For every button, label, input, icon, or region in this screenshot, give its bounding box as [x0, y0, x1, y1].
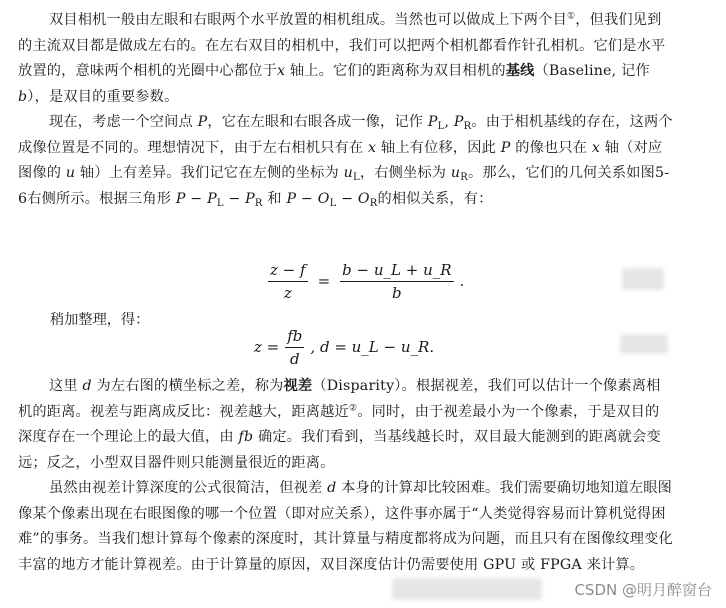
keyword-baseline: 基线: [505, 63, 535, 80]
paragraph-2: 现在，考虑一个空间点 P，它在左眼和右眼各成一像，记作 $P_L$, $P_R$。由于相机基线的存在，这两个成像位置是不同的。理想情况下，由于左右相机只有在 x 轴上有位移，因此 P 的像也只在 x 轴（对应图像的 u 轴）上有差异。我们记它在左侧的坐标为 $u_L$，右侧坐标为 $u_R$。那么，它们的几何关系如图5-6右侧所示。根据三角形 $P - P_L - P_R$ 和 $P - O_L - O_R$的相似关系，有：: [18, 114, 673, 209]
equation-similar-triangles: $\frac{z - f}{z}$ = $\frac{b - u\_L + u\_R}{b}$ .: [270, 260, 465, 302]
fraction-left: $\frac{z - f}{z}$: [270, 260, 306, 302]
paragraph-1: 双目相机一般由左眼和右眼两个水平放置的相机组成。当然也可以做成上下两个目①，但我们见到的主流双目都是做成左右的。在左右双目的相机中，我们可以把两个相机都看作针孔相机。它们是水平放置的，意味两个相机的光圈中心都位于x 轴上。它们的距离称为双目相机的基线（Baseline, 记作 b），是双目的重要参数。: [18, 11, 666, 105]
paragraph-4: 虽然由视差计算深度的公式很简洁，但视差 d 本身的计算却比较困难。我们需要确切地知道左眼图像某个像素出现在右眼图像的哪一个位置（即对应关系），这件事亦属于“人类觉得容易而计算机觉得困难”的事务。当我们想计算每个像素的深度时，其计算量与精度都将成为问题，而且只有在图像纹理变化丰富的地方才能计算视差。由于计算量的原因，双目深度估计仍需要使用 GPU 或 FPGA 来计算。: [18, 480, 673, 573]
fraction-right: $\frac{b - u\_L + u\_R}{b}$: [342, 260, 452, 302]
blurred-region: [392, 578, 542, 600]
fraction-fb-d: $\frac{fb}{d}$: [287, 326, 303, 368]
keyword-disparity: 视差: [283, 378, 313, 394]
equation-depth: z = $\frac{fb}{d}$ , d = u_L − u_R.: [254, 326, 435, 368]
footnote-marker-2: ②: [348, 402, 358, 413]
blurred-region: [622, 268, 664, 290]
paragraph-3: 这里 d 为左右图的横坐标之差，称为视差（Disparity）。根据视差，我们可以估计一个像素离相机的距离。视差与距离成反比：视差越大，距离越近②。同时，由于视差最小为一个像素，于是双目的深度存在一个理论上的最大值，由 fb 确定。我们看到，当基线越长时，双目最大能测到的距离就会变远；反之，小型双目器件则只能测量很近的距离。: [18, 378, 661, 471]
blurred-region: [620, 334, 668, 354]
rearrange-note: 稍加整理，得：: [50, 312, 150, 328]
footnote-marker-1: ①: [566, 11, 576, 22]
csdn-watermark: CSDN @明月醉窗台: [574, 581, 712, 599]
